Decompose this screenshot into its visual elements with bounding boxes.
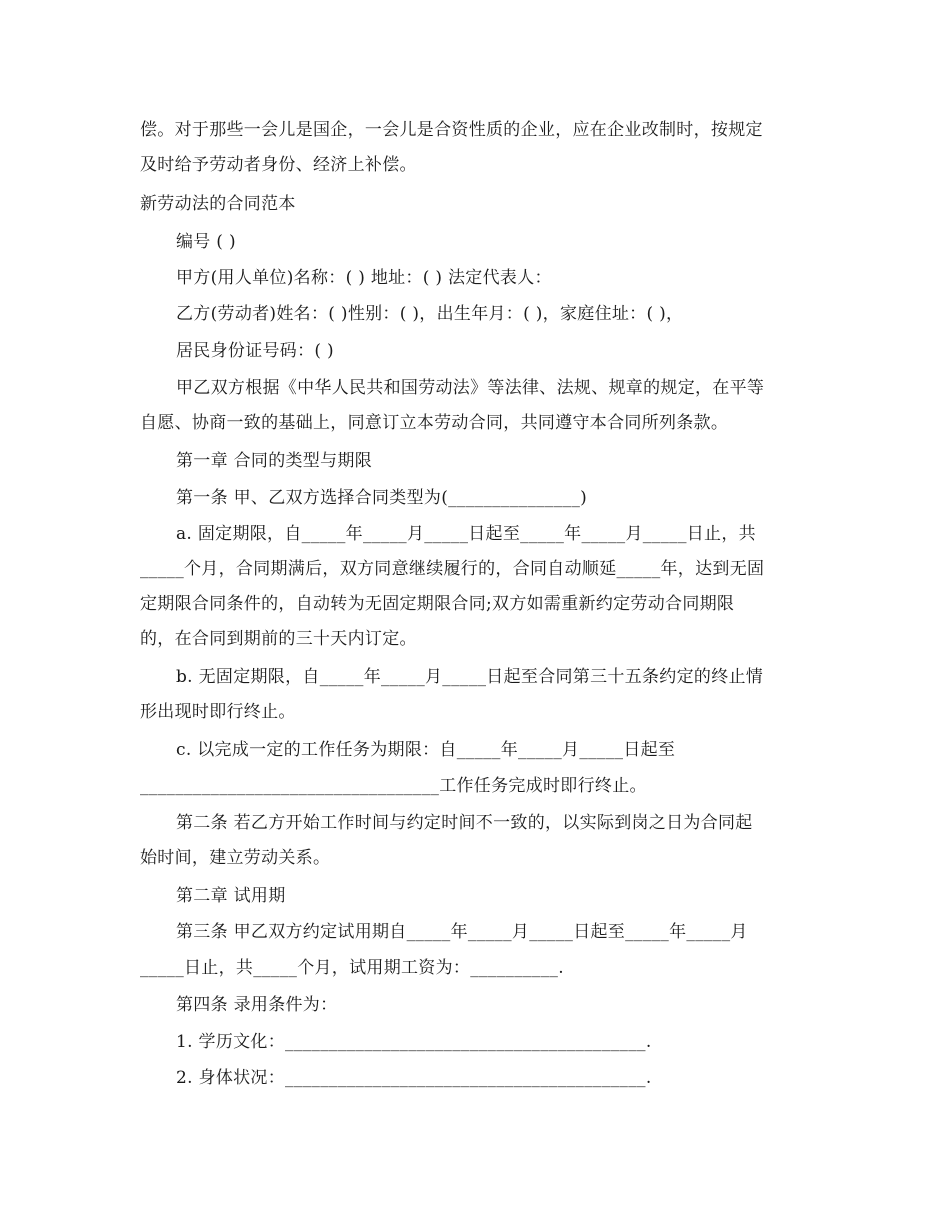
paragraph-line: 自愿、协商一致的基础上，同意订立本劳动合同，共同遵守本合同所列条款。 (140, 413, 729, 433)
clause-line: 定期限合同条件的，自动转为无固定期限合同;双方如需重新约定劳动合同期限 (140, 594, 735, 614)
chapter-heading: 第一章 合同的类型与期限 (176, 451, 373, 471)
clause-line: c. 以完成一定的工作任务为期限：自_____年_____月_____日起至 (176, 740, 676, 760)
contract-number: 编号 ( ) (176, 232, 236, 252)
clause-line: a. 固定期限，自_____年_____月_____日起至_____年_____月_____日止，共 (176, 524, 756, 544)
list-item: 1. 学历文化：_________________________________________. (176, 1032, 652, 1052)
article-line: 第一条 甲、乙双方选择合同类型为(_______________) (176, 488, 588, 508)
clause-line: 的，在合同到期前的三十天内订定。 (140, 629, 417, 649)
section-heading: 新劳动法的合同范本 (140, 194, 296, 214)
article-line: 第二条 若乙方开始工作时间与约定时间不一致的，以实际到岗之日为合同起 (176, 813, 753, 833)
paragraph-line: 甲乙双方根据《中华人民共和国劳动法》等法律、法规、规章的规定，在平等 (176, 378, 765, 398)
clause-line: __________________________________工作任务完成时即行终止。 (140, 776, 647, 796)
clause-line: 形出现时即行终止。 (140, 702, 296, 722)
chapter-heading: 第二章 试用期 (176, 886, 286, 906)
paragraph-line: 及时给予劳动者身份、经济上补偿。 (140, 155, 417, 175)
id-number: 居民身份证号码：( ) (176, 341, 334, 361)
clause-line: _____个月，合同期满后，双方同意继续履行的，合同自动顺延_____年，达到无固 (140, 559, 765, 579)
clause-line: b. 无固定期限，自_____年_____月_____日起至合同第三十五条约定的终止情 (176, 667, 764, 687)
party-a-info: 甲方(用人单位)名称：( ) 地址：( ) 法定代表人： (176, 268, 552, 288)
article-line: 第三条 甲乙双方约定试用期自_____年_____月_____日起至_____年_____月 (176, 922, 748, 942)
paragraph-line: 偿。对于那些一会儿是国企，一会儿是合资性质的企业，应在企业改制时，按规定 (140, 120, 763, 140)
article-line: 第四条 录用条件为： (176, 995, 338, 1015)
article-line: _____日止，共_____个月，试用期工资为：__________. (140, 958, 564, 978)
list-item: 2. 身体状况：_________________________________________. (176, 1068, 652, 1088)
party-b-info: 乙方(劳动者)姓名：( )性别：( )，出生年月：( )，家庭住址：( )， (176, 304, 684, 324)
article-line: 始时间，建立劳动关系。 (140, 848, 331, 868)
